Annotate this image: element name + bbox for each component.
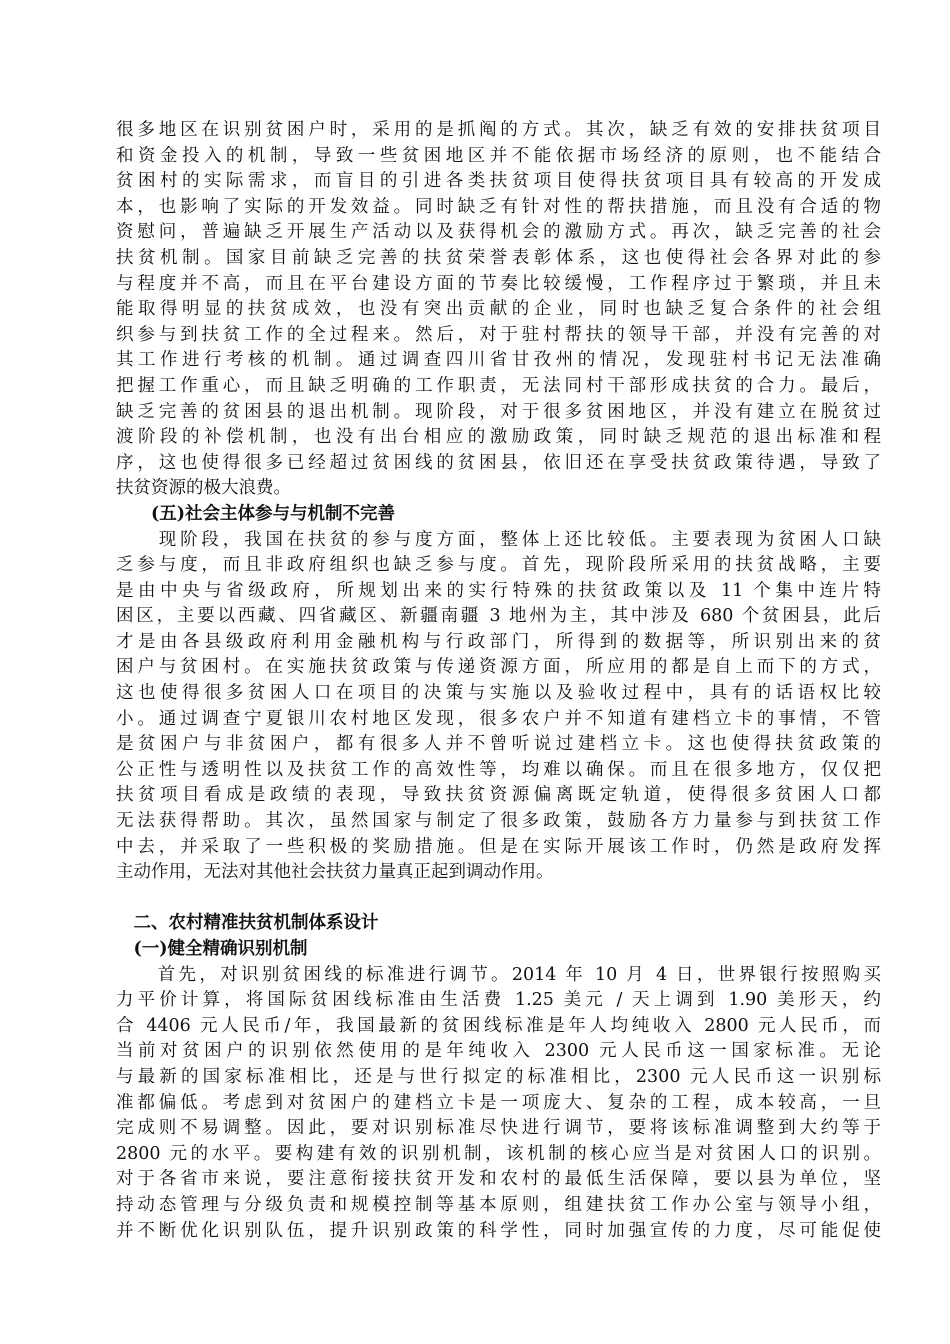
blank-line	[116, 886, 881, 912]
text-line: 织参与到扶贫工作的全过程来。然后，对于驻村帮扶的领导干部，并没有完善的对	[116, 324, 881, 345]
text-line: 很多地区在识别贫困户时，采用的是抓阄的方式。其次，缺乏有效的安排扶贫项目	[116, 120, 881, 140]
text-line: 能取得明显的扶贫成效，也没有突出贡献的企业，同时也缺乏复合条件的社会组	[116, 299, 881, 320]
text-column	[116, 118, 881, 1244]
text-line: 中去，并采取了一些积极的奖励措施。但是在实际开展该工作时，仍然是政府发挥	[116, 836, 881, 857]
text-line: 现阶段，我国在扶贫的参与度方面，整体上还比较低。主要表现为贫困人口缺	[116, 529, 881, 550]
text-line: 渡阶段的补偿机制，也没有出台相应的激励政策，同时缺乏规范的退出标准和程	[116, 427, 881, 448]
text-line: 当前对贫困户的识别依然使用的是年纯收入 2300 元人民币这一国家标准。无论	[116, 1041, 881, 1062]
text-line: 并不断优化识别队伍，提升识别政策的科学性，同时加强宣传的力度，尽可能促使	[116, 1220, 881, 1241]
text-line: 无法获得帮助。其次，虽然国家与制定了很多政策，鼓励各方力量参与到扶贫工作	[116, 811, 881, 832]
text-line: 2800 元的水平。要构建有效的识别机制，该机制的核心应当是对贫困人口的识别。	[116, 1143, 881, 1164]
text-line: 本，也影响了实际的开发效益。同时缺乏有针对性的帮扶措施，而且没有合适的物	[116, 196, 881, 217]
section-five-heading: (五)社会主体参与与机制不完善	[151, 503, 396, 524]
text-line: 准都偏低。考虑到对贫困户的建档立卡是一项庞大、复杂的工程，成本较高，一旦	[116, 1092, 881, 1113]
text-line: 持动态管理与分级负责和规模控制等基本原则，组建扶贫工作办公室与领导小组，	[116, 1194, 881, 1215]
paragraph-part-two	[116, 963, 881, 1245]
text-line: 扶贫机制。国家目前缺乏完善的扶贫荣誉表彰体系，这也使得社会各界对此的参	[116, 247, 881, 268]
text-line: 是贫困户与非贫困户，都有很多人并不曾听说过建档立卡。这也使得扶贫政策的	[116, 734, 881, 755]
text-line: 才是由各县级政府利用金融机构与行政部门，所得到的数据等，所识别出来的贫	[116, 631, 881, 652]
text-line: 与程度并不高，而且在平台建设方面的节奏比较缓慢，工作程序过于繁琐，并且未	[116, 273, 881, 294]
text-line: 把握工作重心，而且缺乏明确的工作职责，无法同村干部形成扶贫的合力。最后，	[116, 375, 881, 396]
text-line: 资慰问，普遍缺乏开展生产活动以及获得机会的激励方式。再次，缺乏完善的社会	[116, 222, 881, 243]
text-line: 其工作进行考核的机制。通过调查四川省甘孜州的情况，发现驻村书记无法准确	[116, 350, 881, 371]
text-line: 困户与贫困村。在实施扶贫政策与传递资源方面，所应用的都是自上而下的方式，	[116, 657, 881, 678]
text-line: 小。通过调查宁夏银川农村地区发现，很多农户并不知道有建档立卡的事情，不管	[116, 708, 881, 729]
text-line: 序，这也使得很多已经超过贫困线的贫困县，依旧还在享受扶贫政策待遇，导致了	[116, 452, 881, 473]
part-two-sub-heading: (一)健全精确识别机制	[133, 939, 308, 959]
text-line: 力平价计算，将国际贫困线标准由生活费 1.25 美元 / 天上调到 1.90 美形天，约	[116, 990, 881, 1011]
text-line: 与最新的国家标准相比，还是与世行拟定的标准相比，2300 元人民币这一识别标	[116, 1066, 881, 1087]
text-line: 合 4406 元人民币/年，我国最新的贫困线标准是年人均纯收入 2800 元人民币，而	[116, 1015, 881, 1036]
text-line: 公正性与透明性以及扶贫工作的高效性等，均难以确保。而且在很多地方，仅仅把	[116, 759, 881, 780]
paragraph-section-four-tail	[116, 118, 881, 502]
text-line: 是由中央与省级政府，所规划出来的实行特殊的扶贫政策以及 11 个集中连片特	[116, 580, 881, 601]
text-line: 扶贫项目看成是政绩的表现，导致扶贫资源偏离既定轨道，使得很多贫困人口都	[116, 785, 881, 806]
part-two-heading: 二、农村精准扶贫机制体系设计	[133, 913, 379, 934]
text-line: 困区，主要以西藏、四省藏区、新疆南疆 3 地州为主，其中涉及 680 个贫困县，此后	[116, 606, 881, 627]
text-line: 完成则不易调整。因此，要对识别标准尽快进行调节，要将该标准调整到大约等于	[116, 1118, 881, 1139]
text-line: 主动作用，无法对其他社会扶贫力量真正起到调动作用。	[116, 862, 554, 883]
text-line: 缺乏完善的贫困县的退出机制。现阶段，对于很多贫困地区，并没有建立在脱贫过	[116, 401, 881, 422]
text-line: 和资金投入的机制，导致一些贫困地区并不能依据市场经济的原则，也不能结合	[116, 145, 881, 166]
paragraph-section-five	[116, 528, 881, 886]
text-line: 乏参与度，而且非政府组织也缺乏参与度。首先，现阶段所采用的扶贫战略，主要	[116, 555, 881, 576]
text-line: 首先，对识别贫困线的标准进行调节。2014 年 10 月 4 日，世界银行按照购买	[116, 964, 881, 985]
text-line: 扶贫资源的极大浪费。	[116, 478, 291, 499]
text-line: 贫困村的实际需求，而盲目的引进各类扶贫项目使得扶贫项目具有较高的开发成	[116, 171, 881, 192]
text-line: 对于各省市来说，要注意衔接扶贫开发和农村的最低生活保障，要以县为单位，坚	[116, 1169, 881, 1190]
text-line: 这也使得很多贫困人口在项目的决策与实施以及验收过程中，具有的话语权比较	[116, 683, 881, 704]
